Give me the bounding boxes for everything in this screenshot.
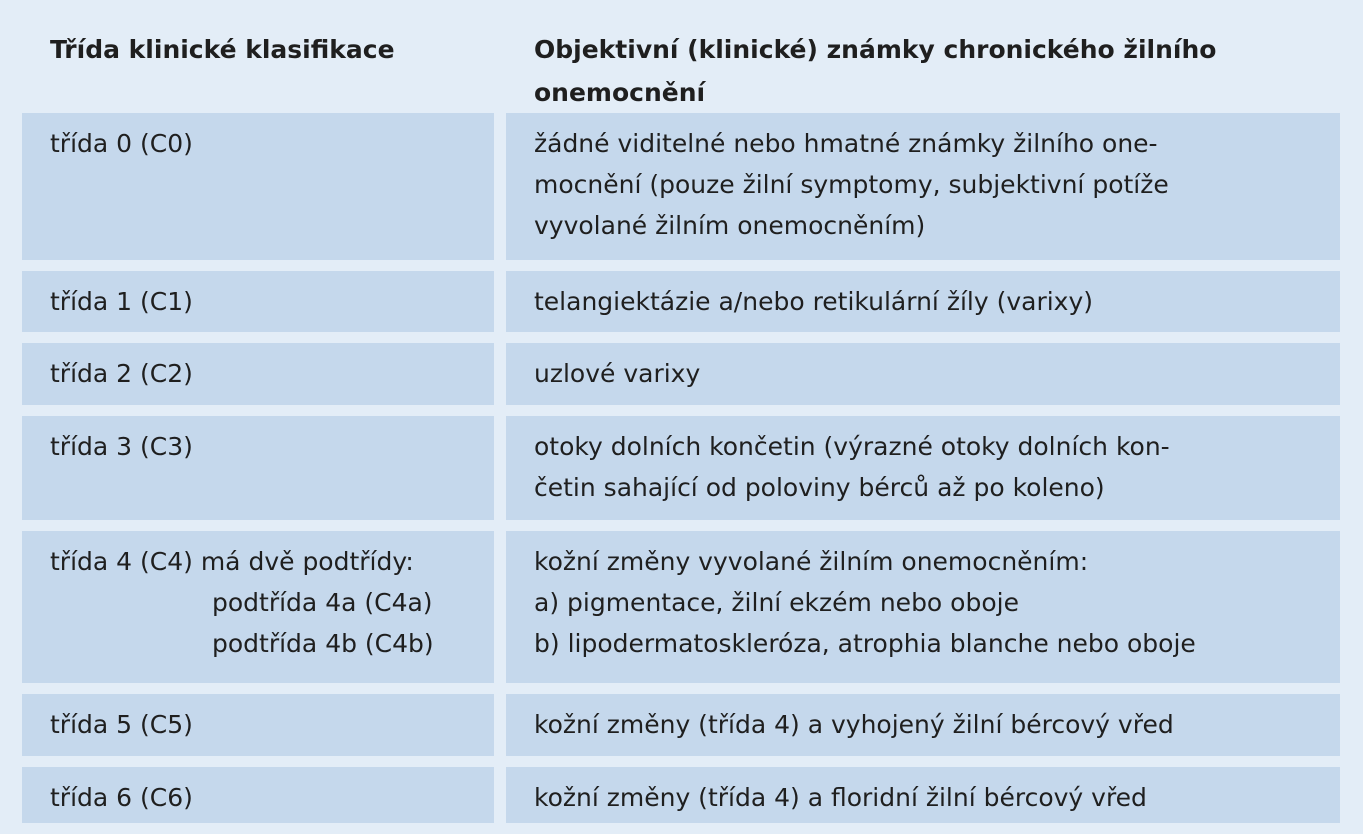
table-row-c2: [22, 343, 1340, 405]
signs-line: uzlové varixy: [534, 359, 701, 388]
signs-line: otoky dolních končetin (výrazné otoky dolních kon-: [534, 432, 1170, 461]
class-cell: [22, 767, 494, 823]
class-cell: [22, 416, 494, 520]
signs-cell: [506, 531, 1340, 683]
signs-line: a) pigmentace, žilní ekzém nebo oboje: [534, 588, 1019, 617]
signs-line: mocnění (pouze žilní symptomy, subjektivní potíže: [534, 170, 1169, 199]
class-label: třída 2 (C2): [50, 359, 193, 388]
class-cell: [22, 531, 494, 683]
class-cell: [22, 113, 494, 260]
class-label: třída 1 (C1): [50, 287, 193, 316]
table-header-row: [22, 22, 1340, 108]
header-col2-line2: onemocnění: [534, 78, 706, 107]
table-row-c1: [22, 271, 1340, 332]
table-row-c0: [22, 113, 1340, 260]
header-col2-line1: Objektivní (klinické) známky chronického žilního: [534, 35, 1217, 64]
signs-cell: [506, 343, 1340, 405]
signs-line: kožní změny vyvolané žilním onemocněním:: [534, 547, 1089, 576]
header-classification-class: [22, 22, 494, 108]
subclass-label-4a: podtřída 4a (C4a): [212, 588, 433, 617]
signs-line: žádné viditelné nebo hmatné známky žilního one-: [534, 129, 1158, 158]
signs-line: kožní změny (třída 4) a floridní žilní bércový vřed: [534, 783, 1147, 812]
table-row-c6: [22, 767, 1340, 823]
signs-cell: [506, 271, 1340, 332]
signs-cell: [506, 113, 1340, 260]
table-row-c4: [22, 531, 1340, 683]
signs-cell: [506, 694, 1340, 756]
class-label: třída 6 (C6): [50, 783, 193, 812]
class-cell: [22, 343, 494, 405]
table-row-c5: [22, 694, 1340, 756]
class-cell: [22, 271, 494, 332]
subclass-label-4b: podtřída 4b (C4b): [212, 629, 434, 658]
class-cell: [22, 694, 494, 756]
classification-table: [22, 22, 1340, 834]
signs-line: telangiektázie a/nebo retikulární žíly (varixy): [534, 287, 1094, 316]
header-col1-text: Třída klinické klasifikace: [50, 35, 395, 64]
class-label: třída 4 (C4) má dvě podtřídy:: [50, 547, 414, 576]
signs-line: vyvolané žilním onemocněním): [534, 211, 926, 240]
table-row-c3: [22, 416, 1340, 520]
class-label: třída 5 (C5): [50, 710, 193, 739]
signs-line: četin sahající od poloviny bérců až po koleno): [534, 473, 1105, 502]
signs-line: b) lipodermatoskleróza, atrophia blanche nebo oboje: [534, 629, 1196, 658]
class-label: třída 0 (C0): [50, 129, 193, 158]
signs-cell: [506, 416, 1340, 520]
header-objective-signs: [506, 22, 1340, 108]
class-label: třída 3 (C3): [50, 432, 193, 461]
signs-cell: [506, 767, 1340, 823]
signs-line: kožní změny (třída 4) a vyhojený žilní bércový vřed: [534, 710, 1174, 739]
